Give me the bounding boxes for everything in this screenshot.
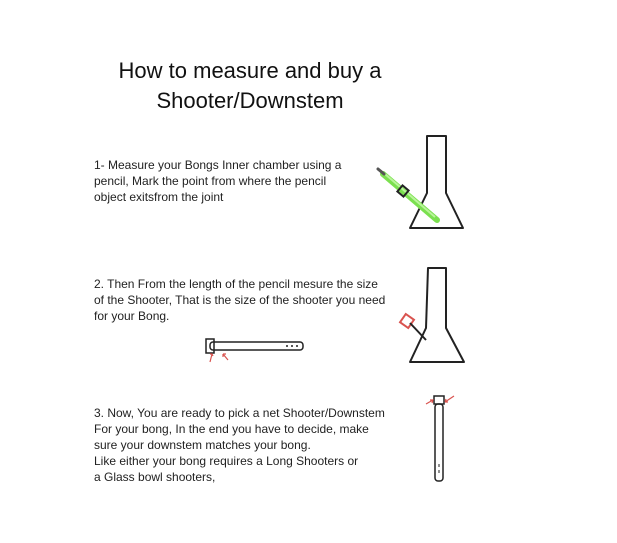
step-1-line: object exitsfrom the joint	[94, 190, 224, 204]
shooter-body	[210, 342, 303, 350]
step-1-line: pencil, Mark the point from where the pencil	[94, 174, 327, 188]
bong-with-downstem-illustration	[390, 262, 480, 367]
marker-arrow	[445, 396, 454, 402]
shooter-slit	[291, 345, 293, 347]
marker-arrow	[426, 400, 433, 404]
bong-with-pencil-illustration	[375, 130, 475, 235]
page-title	[60, 56, 440, 116]
marker-arrow	[223, 354, 228, 360]
bong-outline	[410, 268, 464, 362]
step-3-text	[94, 405, 385, 485]
step-3-line: For your bong, In the end you have to decide, make	[94, 422, 369, 436]
step-2-text	[94, 276, 385, 324]
page-title-line-2: Shooter/Downstem	[156, 88, 344, 113]
step-1-text	[94, 157, 341, 205]
shooter-body	[435, 404, 443, 481]
page-title-line-1: How to measure and buy a	[118, 58, 382, 83]
step-2-line: for your Bong.	[94, 309, 170, 323]
pencil-tip	[378, 169, 384, 174]
marker-arrow	[210, 354, 213, 362]
step-2-line: 2. Then From the length of the pencil mesure the size	[94, 277, 378, 291]
step-1-line: 1- Measure your Bongs Inner chamber using a	[94, 158, 342, 172]
shooter-horizontal-illustration	[200, 334, 310, 364]
shooter-collar	[434, 396, 444, 404]
pencil	[383, 174, 437, 220]
shooter-vertical-illustration	[420, 390, 460, 490]
step-3-line: a Glass bowl shooters,	[94, 470, 216, 484]
step-3-line: Like either your bong requires a Long Shooters or	[94, 454, 359, 468]
bong-outline	[410, 136, 463, 228]
shooter-slit	[286, 345, 288, 347]
shooter-slit	[296, 345, 298, 347]
step-2-line: of the Shooter, That is the size of the shooter you need	[94, 293, 386, 307]
step-3-line: sure your downstem matches your bong.	[94, 438, 311, 452]
step-3-line: 3. Now, You are ready to pick a net Shooter/Downstem	[94, 406, 385, 420]
